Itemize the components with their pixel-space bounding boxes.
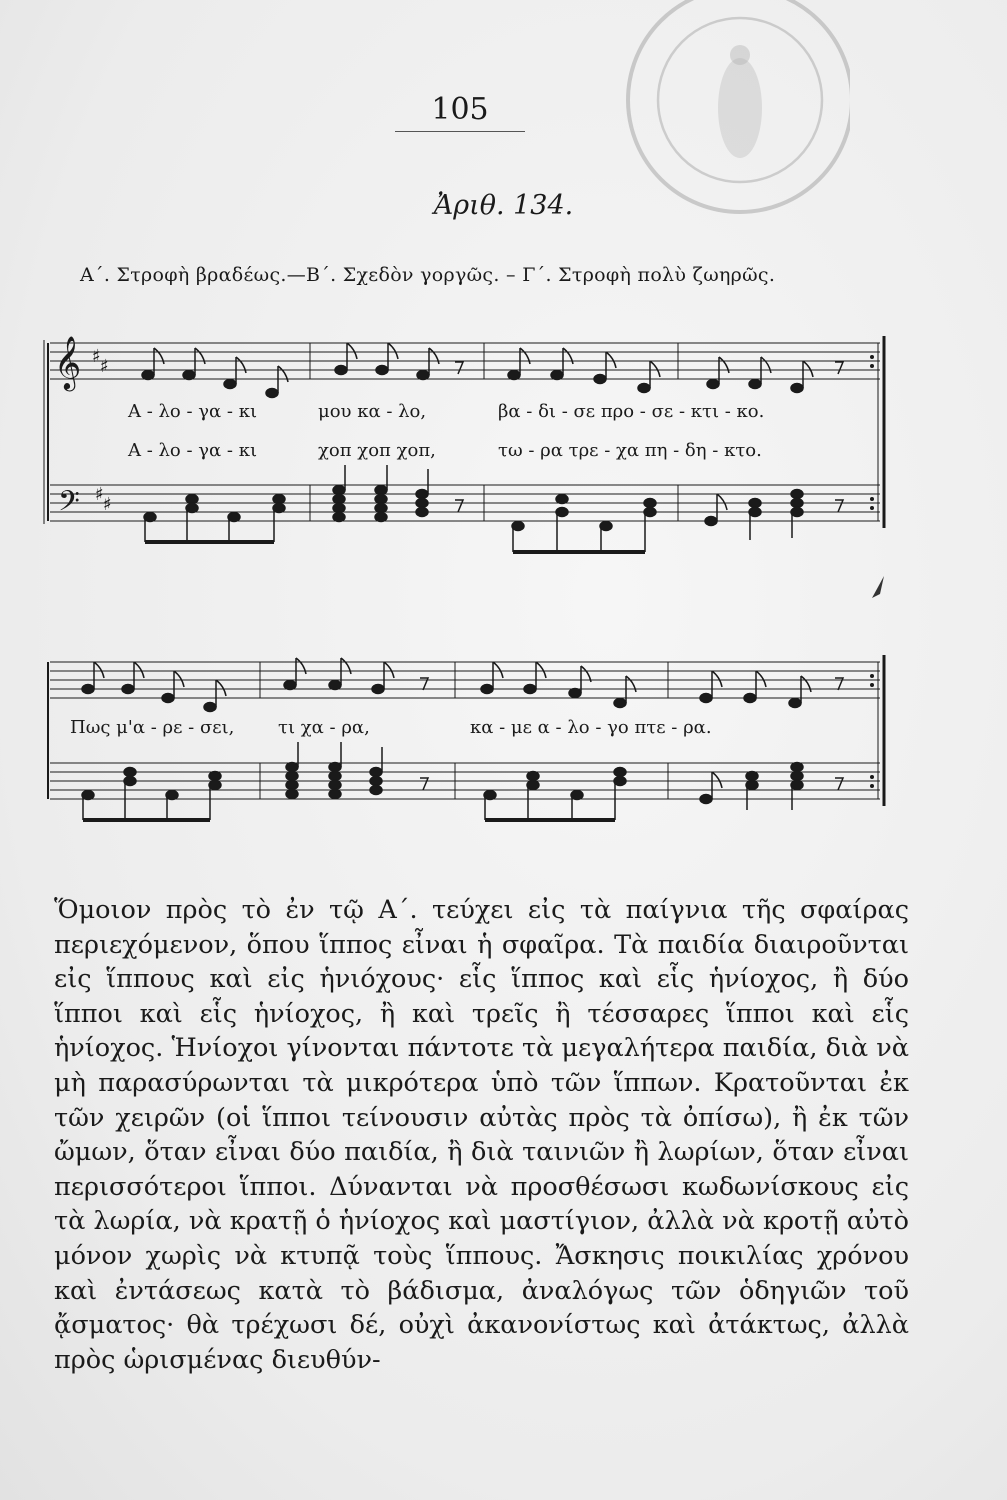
system1-verse2-part2: χοπ χοπ χοπ, xyxy=(318,440,436,461)
svg-text:♯: ♯ xyxy=(103,494,112,515)
body-paragraph: Ὅμοιον πρὸς τὸ ἐν τῷ Α΄. τεύχει εἰς τὰ παίγνια τῆς σφαίρας περιεχόμενον, ὅπου ἵππος εἶναι ἡ σφαῖρα. Τὰ παιδία διαιροῦνται εἰς ἵππους καὶ εἰς ἡνιόχους· εἷς ἵππος καὶ εἷς ἡνίοχος, ἢ δύο ἵπποι καὶ εἷς ἡνίοχος, ἢ καὶ τρεῖς ἢ τέσσαρες ἵπποι καὶ εἷς ἡνίοχος. Ἡνίοχοι γίνονται πάντοτε τὰ μεγαλήτερα παιδία, διὰ νὰ μὴ παρασύρωνται τὰ μικρότερα ὑπὸ τῶν ἵππων. Κρατοῦνται ἐκ τῶν χειρῶν (οἱ ἵπποι τείνουσιν αὐτὰς πρὸς τὰ ὀπίσω), ἢ ἐκ τῶν ὤμων, ὅταν εἶναι δύο παιδία, ἢ διὰ ταινιῶν ἢ λωρίων, ὅταν εἶναι περισσότεροι ἵπποι. Δύνανται νὰ προσθέσωσι κωδωνίσκους εἰς τὰ λωρία, νὰ κρατῇ ὁ ἡνίοχος καὶ μαστίγιον, ἀλλὰ νὰ κροτῇ αὐτὸ μόνον χωρὶς νὰ κτυπᾷ τοὺς ἵππους. Ἄσκησις ποικιλίας χρόνου καὶ ἐντάσεως κατὰ τὸ βάδισμα, ἀναλόγως τῶν ὁδηγιῶν τοῦ ᾄσματος· θὰ τρέχωσι δέ, οὐχὶ ἀκανονίστως καὶ ἀτάκτως, ἀλλὰ πρὸς ὡρισμένας διευθύν- xyxy=(54,895,909,1375)
system2-verse1-part2: τι χα - ρα, xyxy=(278,717,370,738)
system1-verse2-part1: Α - λο - γα - κι xyxy=(128,440,258,461)
page-number: 105 xyxy=(431,92,489,127)
ink-mark xyxy=(872,576,884,598)
system1-verse1-part3: βα - δι - σε προ - σε - κτι - κο. xyxy=(498,401,765,422)
treble-clef-icon: 𝄞 xyxy=(54,335,82,389)
system1-verse1-part2: μου κα - λο, xyxy=(318,401,427,422)
system2-verse1-part1: Πως μ'α - ρε - σει, xyxy=(70,717,235,738)
system1-verse2-part3: τω - ρα τρε - χα πη - δη - κτο. xyxy=(498,440,762,461)
bass-clef-icon: 𝄢 xyxy=(58,485,80,525)
key-signature-bass: ♯ xyxy=(95,484,104,505)
system1-treble-staff xyxy=(50,343,880,379)
song-number-heading: Ἀριθ. 134. xyxy=(433,190,574,221)
tempo-instructions: Α΄. Στροφὴ βραδέως.—Β΄. Σχεδὸν γοργῶς. – Γ΄. Στροφὴ πολὺ ζωηρῶς. xyxy=(80,264,776,286)
system2-melody xyxy=(82,658,843,712)
system1-verse1-part1: Α - λο - γα - κι xyxy=(128,401,258,422)
system1-accompaniment xyxy=(144,465,843,552)
svg-text:♯: ♯ xyxy=(100,356,109,377)
system2-verse1-part3: κα - με α - λο - γο πτε - ρα. xyxy=(470,717,712,738)
key-signature-treble: ♯ xyxy=(92,346,101,367)
